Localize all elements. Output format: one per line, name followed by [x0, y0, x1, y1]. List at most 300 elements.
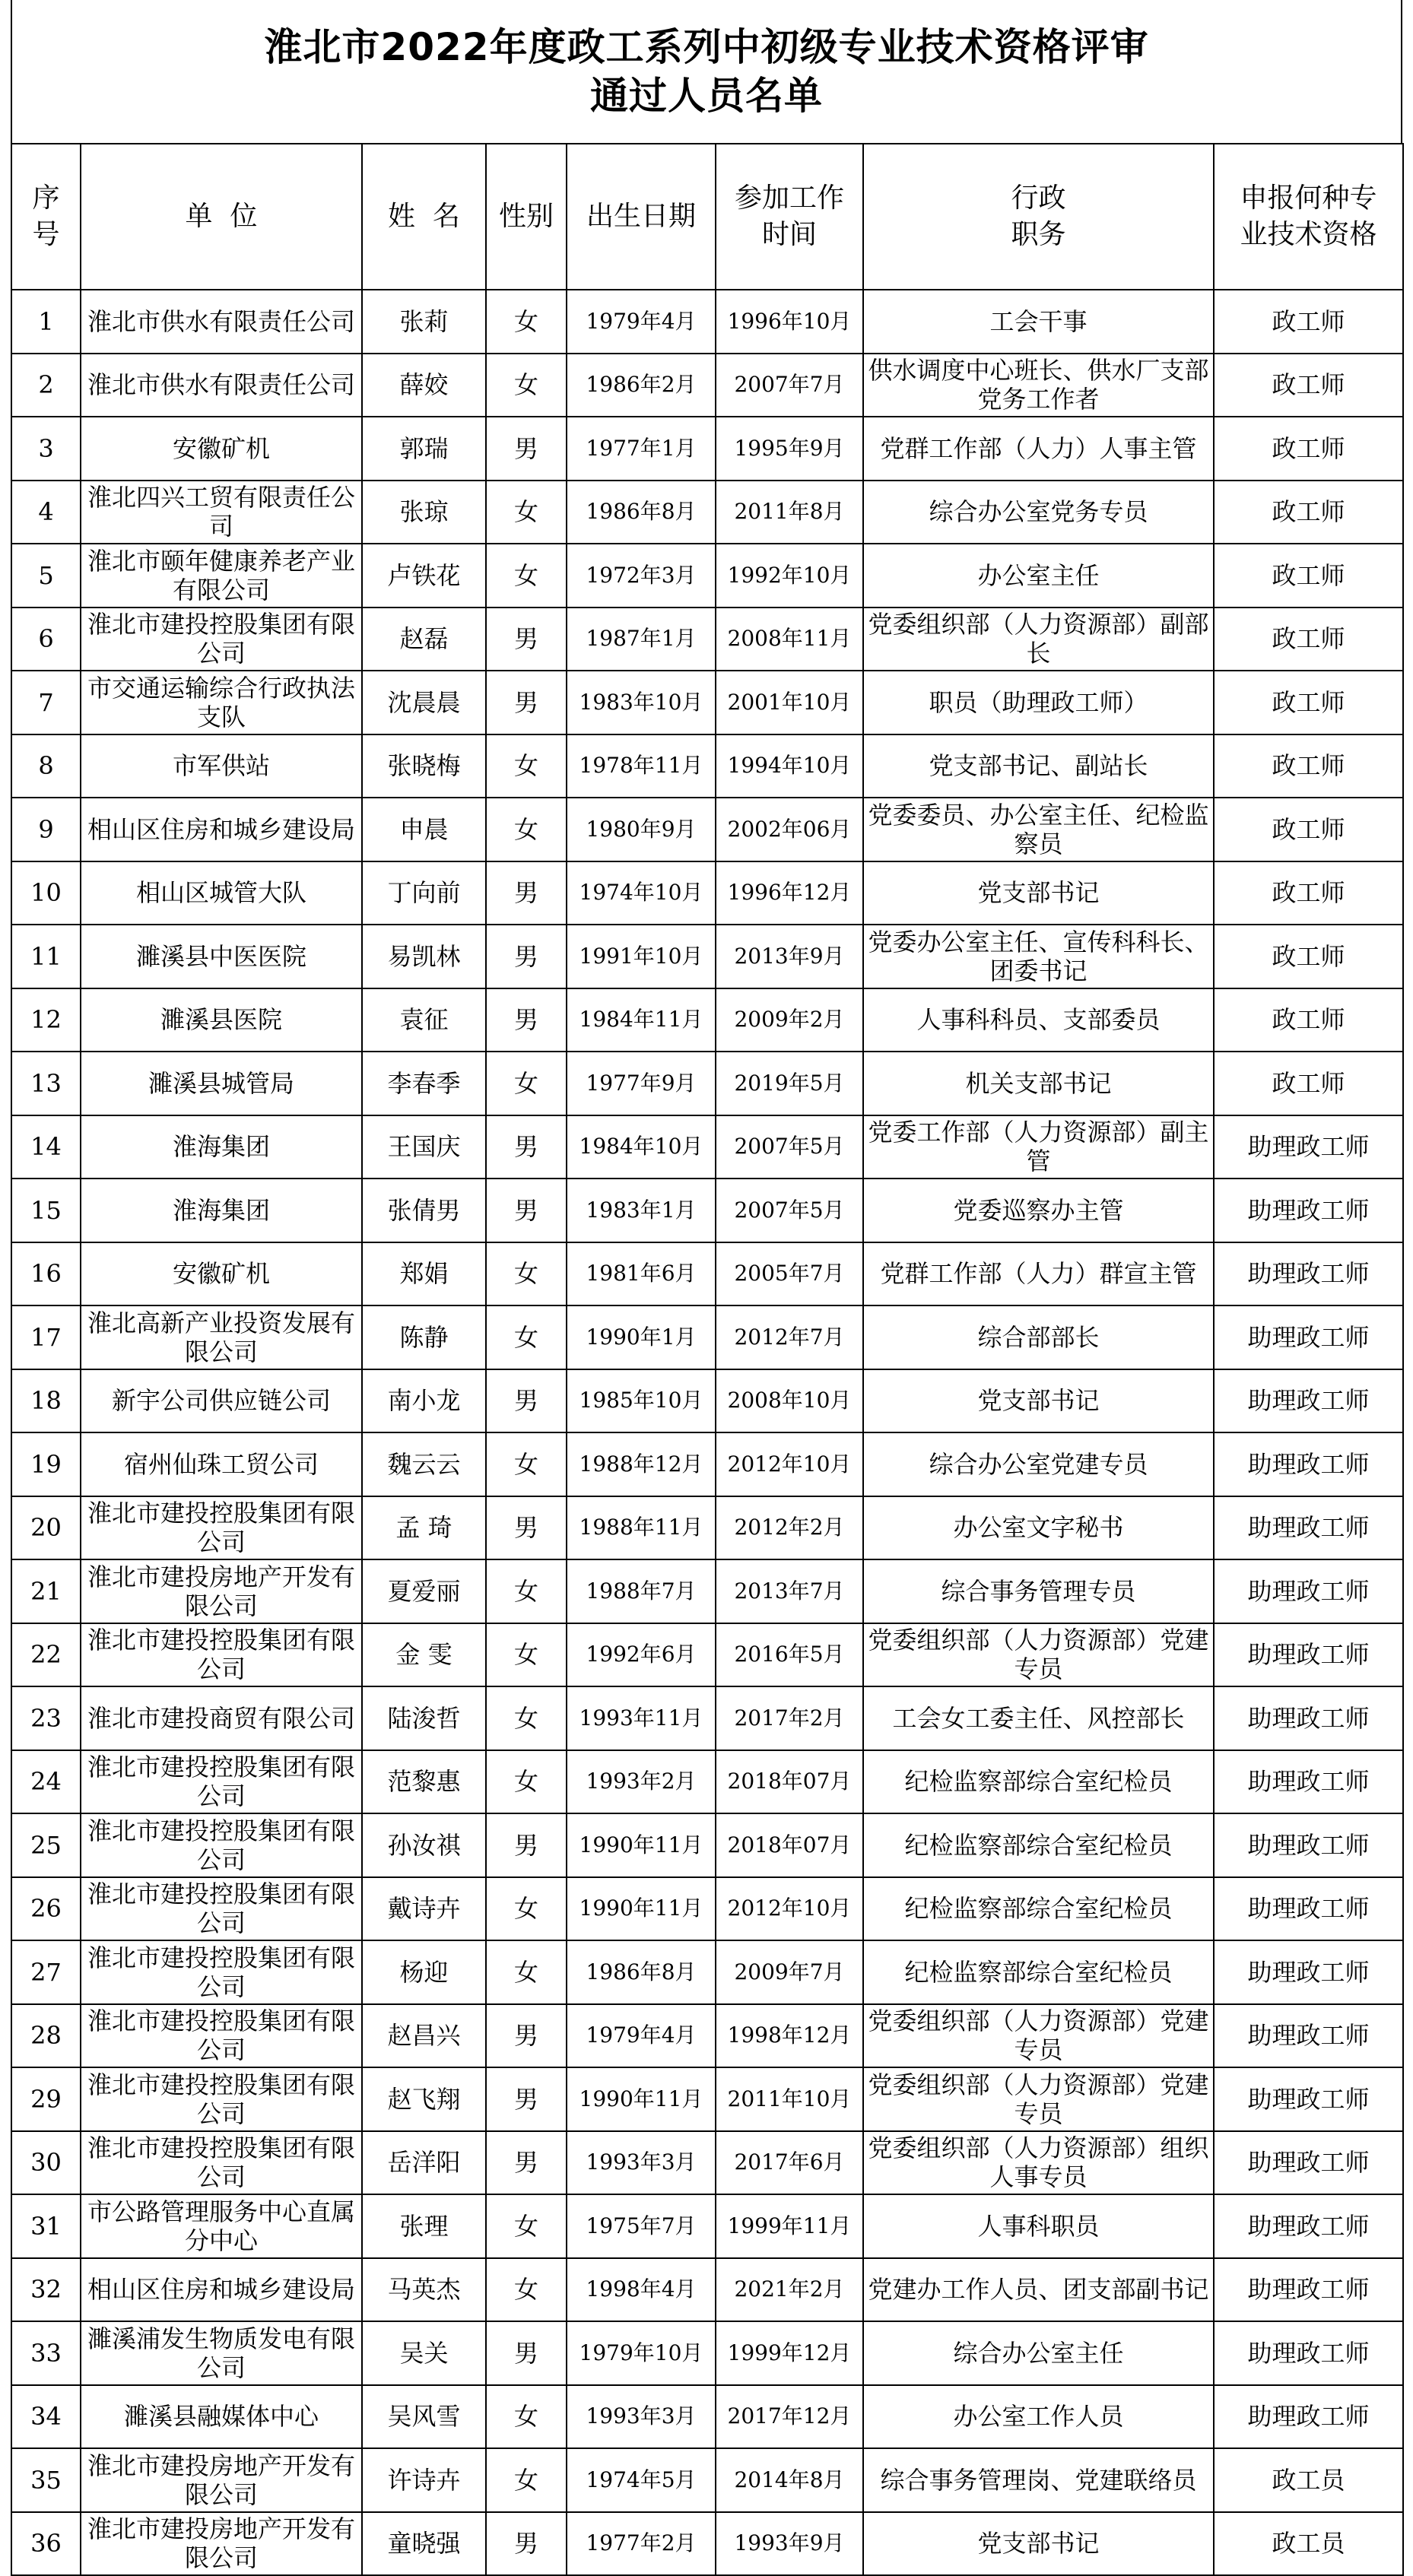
cell-unit: 淮海集团	[81, 1115, 362, 1179]
cell-gender: 女	[486, 354, 567, 417]
cell-work-start: 2012年7月	[716, 1305, 863, 1369]
cell-gender: 女	[486, 544, 567, 608]
cell-work-start: 2016年5月	[716, 1623, 863, 1687]
cell-name: 夏爱丽	[362, 1559, 486, 1623]
cell-birth-date: 1979年4月	[567, 2004, 716, 2068]
cell-unit: 淮北市颐年健康养老产业有限公司	[81, 544, 362, 608]
cell-birth-date: 1984年11月	[567, 988, 716, 1052]
cell-name: 赵磊	[362, 608, 486, 671]
cell-seq: 32	[11, 2258, 81, 2322]
cell-position: 纪检监察部综合室纪检员	[863, 1877, 1214, 1941]
cell-gender: 女	[486, 1750, 567, 1814]
table-row	[11, 1242, 1403, 1306]
cell-work-start: 2012年10月	[716, 1877, 863, 1941]
header-position: 行政 职务	[863, 144, 1214, 290]
cell-unit: 相山区住房和城乡建设局	[81, 798, 362, 861]
table-row	[11, 417, 1403, 481]
cell-unit: 宿州仙珠工贸公司	[81, 1432, 362, 1496]
cell-work-start: 2007年7月	[716, 354, 863, 417]
cell-seq: 2	[11, 354, 81, 417]
cell-birth-date: 1983年1月	[567, 1179, 716, 1242]
cell-position: 综合事务管理岗、党建联络员	[863, 2448, 1214, 2512]
cell-qualification: 助理政工师	[1214, 1432, 1403, 1496]
cell-seq: 15	[11, 1179, 81, 1242]
cell-birth-date: 1993年2月	[567, 1750, 716, 1814]
cell-position: 党委巡察办主管	[863, 1179, 1214, 1242]
cell-unit: 淮北市建投控股集团有限公司	[81, 1496, 362, 1560]
cell-birth-date: 1980年9月	[567, 798, 716, 861]
cell-unit: 安徽矿机	[81, 1242, 362, 1306]
cell-work-start: 2008年10月	[716, 1369, 863, 1433]
cell-birth-date: 1983年10月	[567, 671, 716, 734]
cell-birth-date: 1988年7月	[567, 1559, 716, 1623]
cell-birth-date: 1981年6月	[567, 1242, 716, 1306]
cell-name: 陆浚哲	[362, 1686, 486, 1750]
cell-name: 张晓梅	[362, 734, 486, 798]
cell-position: 供水调度中心班长、供水厂支部党务工作者	[863, 354, 1214, 417]
cell-work-start: 2017年2月	[716, 1686, 863, 1750]
cell-unit: 淮北市建投控股集团有限公司	[81, 1940, 362, 2004]
cell-name: 王国庆	[362, 1115, 486, 1179]
cell-position: 综合办公室党建专员	[863, 1432, 1214, 1496]
header-name: 姓 名	[362, 144, 486, 290]
cell-seq: 7	[11, 671, 81, 734]
cell-work-start: 2019年5月	[716, 1052, 863, 1115]
cell-name: 吴风雪	[362, 2385, 486, 2449]
cell-seq: 21	[11, 1559, 81, 1623]
cell-birth-date: 1986年8月	[567, 1940, 716, 2004]
cell-unit: 淮北市建投控股集团有限公司	[81, 1623, 362, 1687]
cell-seq: 29	[11, 2067, 81, 2131]
cell-work-start: 1996年12月	[716, 861, 863, 925]
cell-work-start: 2012年2月	[716, 1496, 863, 1560]
cell-qualification: 政工师	[1214, 798, 1403, 861]
cell-position: 综合事务管理专员	[863, 1559, 1214, 1623]
table-row	[11, 1877, 1403, 1941]
cell-position: 纪检监察部综合室纪检员	[863, 1813, 1214, 1877]
cell-seq: 1	[11, 290, 81, 354]
cell-position: 办公室工作人员	[863, 2385, 1214, 2449]
cell-position: 党群工作部（人力）群宣主管	[863, 1242, 1214, 1306]
cell-unit: 淮北市建投控股集团有限公司	[81, 1813, 362, 1877]
cell-birth-date: 1991年10月	[567, 925, 716, 988]
table-row	[11, 1686, 1403, 1750]
cell-seq: 28	[11, 2004, 81, 2068]
cell-seq: 14	[11, 1115, 81, 1179]
cell-qualification: 政工员	[1214, 2448, 1403, 2512]
cell-seq: 3	[11, 417, 81, 481]
cell-gender: 男	[486, 2512, 567, 2576]
header-work-start: 参加工作 时间	[716, 144, 863, 290]
cell-qualification: 政工师	[1214, 671, 1403, 734]
table-row	[11, 861, 1403, 925]
cell-qualification: 助理政工师	[1214, 1179, 1403, 1242]
cell-birth-date: 1984年10月	[567, 1115, 716, 1179]
table-row	[11, 608, 1403, 671]
cell-birth-date: 1978年11月	[567, 734, 716, 798]
cell-birth-date: 1990年11月	[567, 1877, 716, 1941]
cell-unit: 淮北市建投房地产开发有限公司	[81, 2512, 362, 2576]
cell-seq: 31	[11, 2194, 81, 2258]
cell-unit: 淮北市建投房地产开发有限公司	[81, 2448, 362, 2512]
cell-position: 办公室文字秘书	[863, 1496, 1214, 1560]
cell-name: 张理	[362, 2194, 486, 2258]
cell-gender: 男	[486, 2321, 567, 2385]
cell-seq: 11	[11, 925, 81, 988]
cell-work-start: 2002年06月	[716, 798, 863, 861]
cell-unit: 濉溪县医院	[81, 988, 362, 1052]
table-row	[11, 1305, 1403, 1369]
cell-gender: 男	[486, 1179, 567, 1242]
cell-birth-date: 1977年2月	[567, 2512, 716, 2576]
cell-seq: 35	[11, 2448, 81, 2512]
cell-birth-date: 1990年11月	[567, 1813, 716, 1877]
cell-seq: 5	[11, 544, 81, 608]
cell-work-start: 2008年11月	[716, 608, 863, 671]
cell-birth-date: 1977年9月	[567, 1052, 716, 1115]
cell-unit: 淮北高新产业投资发展有限公司	[81, 1305, 362, 1369]
cell-unit: 濉溪县城管局	[81, 1052, 362, 1115]
cell-birth-date: 1974年10月	[567, 861, 716, 925]
cell-qualification: 助理政工师	[1214, 1559, 1403, 1623]
cell-work-start: 1995年9月	[716, 417, 863, 481]
cell-name: 南小龙	[362, 1369, 486, 1433]
cell-birth-date: 1990年11月	[567, 2067, 716, 2131]
cell-unit: 淮北四兴工贸有限责任公司	[81, 481, 362, 544]
table-row	[11, 481, 1403, 544]
cell-name: 李春季	[362, 1052, 486, 1115]
cell-gender: 男	[486, 925, 567, 988]
cell-seq: 23	[11, 1686, 81, 1750]
cell-qualification: 助理政工师	[1214, 1750, 1403, 1814]
cell-seq: 9	[11, 798, 81, 861]
cell-qualification: 政工师	[1214, 354, 1403, 417]
cell-work-start: 2005年7月	[716, 1242, 863, 1306]
cell-birth-date: 1974年5月	[567, 2448, 716, 2512]
cell-seq: 12	[11, 988, 81, 1052]
cell-work-start: 2011年10月	[716, 2067, 863, 2131]
cell-birth-date: 1988年12月	[567, 1432, 716, 1496]
cell-name: 许诗卉	[362, 2448, 486, 2512]
cell-name: 吴关	[362, 2321, 486, 2385]
cell-unit: 淮北市供水有限责任公司	[81, 290, 362, 354]
cell-unit: 淮北市供水有限责任公司	[81, 354, 362, 417]
cell-work-start: 2007年5月	[716, 1115, 863, 1179]
cell-unit: 淮北市建投房地产开发有限公司	[81, 1559, 362, 1623]
table-row	[11, 1623, 1403, 1687]
cell-work-start: 2001年10月	[716, 671, 863, 734]
cell-qualification: 助理政工师	[1214, 2004, 1403, 2068]
table-row	[11, 1369, 1403, 1433]
cell-qualification: 政工员	[1214, 2512, 1403, 2576]
cell-birth-date: 1979年10月	[567, 2321, 716, 2385]
cell-gender: 女	[486, 1559, 567, 1623]
cell-gender: 男	[486, 671, 567, 734]
cell-name: 马英杰	[362, 2258, 486, 2322]
cell-qualification: 助理政工师	[1214, 1305, 1403, 1369]
cell-gender: 男	[486, 2131, 567, 2195]
cell-unit: 淮北市建投控股集团有限公司	[81, 2067, 362, 2131]
table-row	[11, 290, 1403, 354]
table-row	[11, 1115, 1403, 1179]
cell-position: 工会干事	[863, 290, 1214, 354]
cell-qualification: 助理政工师	[1214, 1686, 1403, 1750]
cell-unit: 濉溪浦发生物质发电有限公司	[81, 2321, 362, 2385]
cell-work-start: 1994年10月	[716, 734, 863, 798]
cell-birth-date: 1987年1月	[567, 608, 716, 671]
cell-gender: 男	[486, 861, 567, 925]
cell-seq: 8	[11, 734, 81, 798]
cell-birth-date: 1998年4月	[567, 2258, 716, 2322]
cell-gender: 女	[486, 2385, 567, 2449]
cell-gender: 女	[486, 1432, 567, 1496]
cell-birth-date: 1993年3月	[567, 2385, 716, 2449]
cell-gender: 男	[486, 2067, 567, 2131]
cell-gender: 女	[486, 1877, 567, 1941]
cell-qualification: 政工师	[1214, 925, 1403, 988]
cell-qualification: 助理政工师	[1214, 2067, 1403, 2131]
cell-work-start: 1996年10月	[716, 290, 863, 354]
cell-work-start: 2011年8月	[716, 481, 863, 544]
cell-gender: 女	[486, 1623, 567, 1687]
cell-seq: 30	[11, 2131, 81, 2195]
cell-seq: 13	[11, 1052, 81, 1115]
table-row	[11, 1559, 1403, 1623]
table-row	[11, 2321, 1403, 2385]
cell-seq: 17	[11, 1305, 81, 1369]
cell-name: 袁征	[362, 988, 486, 1052]
cell-unit: 淮北市建投控股集团有限公司	[81, 608, 362, 671]
cell-position: 党委组织部（人力资源部）党建专员	[863, 2067, 1214, 2131]
cell-seq: 22	[11, 1623, 81, 1687]
cell-unit: 淮北市建投控股集团有限公司	[81, 2131, 362, 2195]
cell-qualification: 助理政工师	[1214, 1369, 1403, 1433]
header-qualification: 申报何种专 业技术资格	[1214, 144, 1403, 290]
cell-name: 赵飞翔	[362, 2067, 486, 2131]
cell-work-start: 2021年2月	[716, 2258, 863, 2322]
cell-work-start: 2007年5月	[716, 1179, 863, 1242]
cell-birth-date: 1977年1月	[567, 417, 716, 481]
cell-gender: 女	[486, 2258, 567, 2322]
table-row	[11, 1750, 1403, 1814]
cell-qualification: 政工师	[1214, 417, 1403, 481]
cell-qualification: 政工师	[1214, 544, 1403, 608]
cell-gender: 男	[486, 417, 567, 481]
document-title	[11, 0, 1402, 143]
cell-unit: 淮北市建投控股集团有限公司	[81, 2004, 362, 2068]
cell-name: 陈静	[362, 1305, 486, 1369]
table-row	[11, 1940, 1403, 2004]
cell-position: 综合办公室党务专员	[863, 481, 1214, 544]
cell-work-start: 2009年7月	[716, 1940, 863, 2004]
cell-gender: 女	[486, 2194, 567, 2258]
cell-unit: 市公路管理服务中心直属分中心	[81, 2194, 362, 2258]
cell-gender: 女	[486, 798, 567, 861]
header-row	[11, 144, 1403, 290]
cell-birth-date: 1979年4月	[567, 290, 716, 354]
cell-name: 张琼	[362, 481, 486, 544]
cell-gender: 女	[486, 1052, 567, 1115]
cell-gender: 女	[486, 1686, 567, 1750]
cell-seq: 10	[11, 861, 81, 925]
cell-gender: 女	[486, 2448, 567, 2512]
table-row	[11, 671, 1403, 734]
table-row	[11, 544, 1403, 608]
cell-seq: 26	[11, 1877, 81, 1941]
cell-name: 戴诗卉	[362, 1877, 486, 1941]
cell-position: 党支部书记	[863, 2512, 1214, 2576]
cell-seq: 18	[11, 1369, 81, 1433]
cell-birth-date: 1985年10月	[567, 1369, 716, 1433]
cell-unit: 新宇公司供应链公司	[81, 1369, 362, 1433]
cell-work-start: 1993年9月	[716, 2512, 863, 2576]
cell-seq: 20	[11, 1496, 81, 1560]
table-row	[11, 988, 1403, 1052]
cell-birth-date: 1993年11月	[567, 1686, 716, 1750]
roster-body	[11, 290, 1403, 2575]
title-line-1: 淮北市2022年度政工系列中初级专业技术资格评审	[264, 25, 1149, 69]
table-row	[11, 2194, 1403, 2258]
cell-name: 郑娟	[362, 1242, 486, 1306]
cell-work-start: 2013年9月	[716, 925, 863, 988]
cell-name: 易凯林	[362, 925, 486, 988]
cell-qualification: 助理政工师	[1214, 1496, 1403, 1560]
cell-seq: 6	[11, 608, 81, 671]
table-row	[11, 1052, 1403, 1115]
cell-position: 综合办公室主任	[863, 2321, 1214, 2385]
cell-unit: 市交通运输综合行政执法支队	[81, 671, 362, 734]
header-seq: 序 号	[11, 144, 81, 290]
roster-table	[11, 143, 1404, 2576]
cell-position: 办公室主任	[863, 544, 1214, 608]
cell-qualification: 政工师	[1214, 608, 1403, 671]
cell-work-start: 2018年07月	[716, 1813, 863, 1877]
cell-work-start: 1999年12月	[716, 2321, 863, 2385]
cell-name: 赵昌兴	[362, 2004, 486, 2068]
title-line-2: 通过人员名单	[590, 74, 823, 118]
cell-position: 党建办工作人员、团支部副书记	[863, 2258, 1214, 2322]
table-row	[11, 2067, 1403, 2131]
table-row	[11, 1813, 1403, 1877]
cell-birth-date: 1988年11月	[567, 1496, 716, 1560]
cell-qualification: 助理政工师	[1214, 1877, 1403, 1941]
cell-qualification: 助理政工师	[1214, 2385, 1403, 2449]
cell-position: 党委办公室主任、宣传科科长、团委书记	[863, 925, 1214, 988]
cell-unit: 淮北市建投商贸有限公司	[81, 1686, 362, 1750]
cell-name: 薛姣	[362, 354, 486, 417]
cell-unit: 濉溪县融媒体中心	[81, 2385, 362, 2449]
cell-name: 郭瑞	[362, 417, 486, 481]
cell-work-start: 1992年10月	[716, 544, 863, 608]
cell-work-start: 2017年12月	[716, 2385, 863, 2449]
cell-gender: 男	[486, 988, 567, 1052]
cell-gender: 女	[486, 1305, 567, 1369]
cell-qualification: 助理政工师	[1214, 1940, 1403, 2004]
cell-position: 党委委员、办公室主任、纪检监察员	[863, 798, 1214, 861]
cell-seq: 27	[11, 1940, 81, 2004]
table-row	[11, 354, 1403, 417]
table-row	[11, 2258, 1403, 2322]
cell-position: 工会女工委主任、风控部长	[863, 1686, 1214, 1750]
table-row	[11, 2512, 1403, 2576]
header-gender: 性别	[486, 144, 567, 290]
header-birth-date: 出生日期	[567, 144, 716, 290]
cell-unit: 淮北市建投控股集团有限公司	[81, 1877, 362, 1941]
cell-unit: 淮海集团	[81, 1179, 362, 1242]
cell-birth-date: 1972年3月	[567, 544, 716, 608]
cell-name: 丁向前	[362, 861, 486, 925]
cell-unit: 安徽矿机	[81, 417, 362, 481]
table-row	[11, 734, 1403, 798]
cell-qualification: 助理政工师	[1214, 2321, 1403, 2385]
cell-seq: 4	[11, 481, 81, 544]
table-row	[11, 1179, 1403, 1242]
cell-qualification: 政工师	[1214, 861, 1403, 925]
table-row	[11, 925, 1403, 988]
cell-position: 党委工作部（人力资源部）副主管	[863, 1115, 1214, 1179]
cell-unit: 濉溪县中医医院	[81, 925, 362, 988]
cell-gender: 男	[486, 2004, 567, 2068]
cell-qualification: 政工师	[1214, 481, 1403, 544]
cell-seq: 34	[11, 2385, 81, 2449]
cell-qualification: 助理政工师	[1214, 2131, 1403, 2195]
cell-work-start: 2009年2月	[716, 988, 863, 1052]
cell-position: 党委组织部（人力资源部）副部长	[863, 608, 1214, 671]
cell-position: 人事科科员、支部委员	[863, 988, 1214, 1052]
cell-name: 卢铁花	[362, 544, 486, 608]
cell-qualification: 政工师	[1214, 290, 1403, 354]
cell-gender: 男	[486, 1496, 567, 1560]
cell-qualification: 政工师	[1214, 1052, 1403, 1115]
cell-position: 党委组织部（人力资源部）组织人事专员	[863, 2131, 1214, 2195]
cell-position: 综合部部长	[863, 1305, 1214, 1369]
table-row	[11, 798, 1403, 861]
cell-qualification: 政工师	[1214, 988, 1403, 1052]
cell-position: 职员（助理政工师）	[863, 671, 1214, 734]
cell-work-start: 1999年11月	[716, 2194, 863, 2258]
table-row	[11, 2131, 1403, 2195]
cell-qualification: 政工师	[1214, 734, 1403, 798]
cell-seq: 33	[11, 2321, 81, 2385]
cell-gender: 女	[486, 1242, 567, 1306]
cell-position: 党委组织部（人力资源部）党建专员	[863, 1623, 1214, 1687]
cell-work-start: 2012年10月	[716, 1432, 863, 1496]
cell-birth-date: 1992年6月	[567, 1623, 716, 1687]
cell-unit: 市军供站	[81, 734, 362, 798]
cell-qualification: 助理政工师	[1214, 2194, 1403, 2258]
cell-unit: 相山区住房和城乡建设局	[81, 2258, 362, 2322]
table-row	[11, 2385, 1403, 2449]
cell-name: 沈晨晨	[362, 671, 486, 734]
cell-position: 人事科职员	[863, 2194, 1214, 2258]
cell-seq: 36	[11, 2512, 81, 2576]
cell-name: 杨迎	[362, 1940, 486, 2004]
cell-name: 孙汝祺	[362, 1813, 486, 1877]
cell-birth-date: 1993年3月	[567, 2131, 716, 2195]
cell-name: 张倩男	[362, 1179, 486, 1242]
cell-gender: 女	[486, 1940, 567, 2004]
cell-position: 党支部书记	[863, 861, 1214, 925]
cell-work-start: 2017年6月	[716, 2131, 863, 2195]
cell-name: 孟 琦	[362, 1496, 486, 1560]
cell-birth-date: 1990年1月	[567, 1305, 716, 1369]
table-row	[11, 1432, 1403, 1496]
cell-work-start: 2013年7月	[716, 1559, 863, 1623]
cell-qualification: 助理政工师	[1214, 1623, 1403, 1687]
cell-name: 魏云云	[362, 1432, 486, 1496]
cell-seq: 16	[11, 1242, 81, 1306]
cell-position: 党支部书记	[863, 1369, 1214, 1433]
